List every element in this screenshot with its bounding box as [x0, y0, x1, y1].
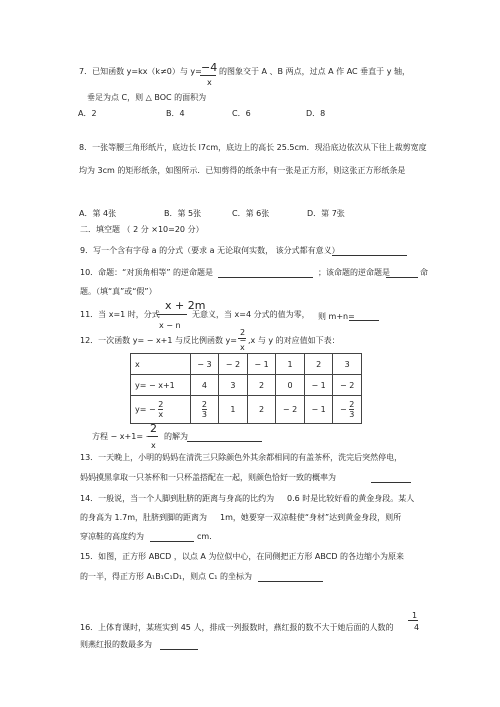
- q9-answer-blank: [332, 255, 407, 256]
- q8-option-c: C．第 6张: [232, 209, 270, 218]
- q11-prefix: 11．当 x=1 时，分式: [80, 310, 160, 319]
- table-cell: 0: [276, 375, 305, 396]
- q16-fraction-bar: [408, 620, 418, 621]
- q7-option-a: A．2: [78, 109, 97, 118]
- q15-line2: 的一半，得正方形 A₁B₁C₁D₁，则点 C₁ 的坐标为: [80, 572, 252, 581]
- q14-line2: 的身高为 1.7m，肚脐到脚的距离为: [80, 513, 208, 522]
- q11-fraction-denominator: x − n: [159, 321, 181, 330]
- fraction-denominator: 3: [201, 410, 207, 419]
- table-cell: 3: [219, 375, 248, 396]
- table-cell: − 2: [276, 396, 305, 424]
- q12-fraction-numerator: 2: [240, 328, 246, 337]
- q12-value-table: [130, 353, 362, 424]
- fraction-numerator: 2: [349, 400, 355, 409]
- q11-suffix: 则 m+n=: [318, 312, 355, 321]
- q16-fraction-numerator: 1: [412, 611, 418, 620]
- table-cell: 2: [304, 354, 333, 375]
- q12-equation-prefix: 方程 − x+1= −: [92, 432, 153, 441]
- q7-line1-continued: 的图象交于 A 、B 两点，过点 A 作 AC 垂直于 y 轴，: [219, 67, 410, 76]
- q10-blank-1: [218, 277, 313, 278]
- table-cell: − 1: [247, 354, 276, 375]
- q14-line3-unit: cm．: [197, 532, 218, 541]
- fraction-denominator: x: [158, 410, 164, 419]
- table-cell: 3: [333, 354, 362, 375]
- q10-line1-continued: ；该命题的逆命题是: [318, 268, 390, 277]
- q10-line2: 题。（填“真”或“假”）: [80, 287, 157, 296]
- fraction-denominator: 3: [349, 410, 355, 419]
- q8-line2: 均为 3cm 的矩形纸条，如图所示．已知剪得的纸条中有一张是正方形，则这张正方形纸条是: [79, 166, 406, 175]
- q14-answer-blank: [150, 541, 194, 542]
- table-cell: [333, 396, 362, 424]
- fraction-numerator: 2: [158, 400, 164, 409]
- q11-answer-blank: [349, 320, 379, 321]
- table-cell: − 1: [304, 375, 333, 396]
- table-cell: − 2: [333, 375, 362, 396]
- q12-fraction-denominator: x: [240, 343, 245, 352]
- q13-line2: 妈妈摸黑拿取一只茶杯和一只杯盖搭配在一起，则颜色恰好一致的概率为: [80, 473, 336, 482]
- q12-prefix: 12．一次函数 y= − x+1 与反比例函数 y= −: [80, 336, 247, 345]
- q14-line1: 14．一般说，当一个人脚到肚脐的距离与身高的比约为: [80, 494, 275, 503]
- table-cell-label: y= −: [135, 405, 156, 414]
- table-row: [131, 375, 362, 396]
- q7-fraction-numerator: −4: [201, 61, 218, 74]
- table-cell: 1: [219, 396, 248, 424]
- q12-equation-denominator: x: [151, 441, 156, 450]
- q15-answer-blank: [258, 581, 323, 582]
- q14-line2-continued: 1m，她要穿一双凉鞋使“身材”达到黄金身段，则所: [220, 513, 402, 522]
- q11-middle: 无意义，当 x=4 分式的值为零，: [192, 310, 310, 319]
- q7-option-d: D．8: [306, 109, 326, 118]
- q12-fraction-bar: [238, 338, 246, 339]
- table-cell: x: [131, 354, 191, 375]
- q7-option-c: C．6: [232, 109, 251, 118]
- table-cell: − 3: [190, 354, 219, 375]
- section-fill-in-title: 二．填空题 （ 2 分 ×10=20 分）: [80, 225, 204, 234]
- table-cell: 4: [190, 375, 219, 396]
- q16-line1: 16．上体育课时，某班实到 45 人，排成一列报数时，燕红报的数不大于她后面的人数的: [80, 623, 394, 632]
- q12-equation-bar: [148, 436, 158, 437]
- q7-line2: 垂足为点 C，则 △ BOC 的面积为: [87, 93, 207, 102]
- q7-option-b: B．4: [166, 109, 185, 118]
- table-cell: [190, 396, 219, 424]
- q12-suffix: ,x 与 y 的对应值如下表：: [248, 336, 340, 345]
- q15-line1: 15．如图，正方形 ABCD ，以点 A 为位似中心，在同侧把正方形 ABCD 的各边缩小为原来: [80, 552, 405, 561]
- q16-answer-blank: [160, 649, 198, 650]
- q8-option-d: D．第 7张: [307, 209, 345, 218]
- q7-fraction-denominator: x: [207, 78, 212, 87]
- q12-equation-suffix: 的解为: [164, 432, 188, 441]
- table-cell-fraction: [158, 400, 163, 419]
- fraction-numerator: 2: [201, 400, 207, 409]
- q10-line1: 10．命题：“对顶角相等” 的逆命题是: [80, 268, 214, 277]
- q11-fraction-bar: [157, 314, 187, 315]
- table-cell-sign: −: [340, 405, 347, 414]
- table-cell: − 2: [219, 354, 248, 375]
- q13-line1: 13．一天晚上，小明的妈妈在清洗三只除颜色外其余都相同的有盖茶杯，洗完后突然停电，: [80, 453, 403, 462]
- q12-equation-numerator: 2: [150, 422, 157, 435]
- q7-fraction-bar: [200, 75, 216, 76]
- table-cell: 1: [276, 354, 305, 375]
- q7-line1: 7．已知函数 y=kx（k≠0）与 y=: [79, 67, 202, 76]
- q8-line1: 8．一张等腰三角形纸片，底边长 l7cm，底边上的高长 25.5cm．现沿底边依次从下往上裁剪宽度: [79, 143, 427, 152]
- q7-answer-blank: [212, 102, 272, 103]
- q9-text: 9．写一个含有字母 a 的分式（要求 a 无论取何实数， 该分式都有意义）: [80, 246, 340, 255]
- q16-fraction-denominator: 4: [414, 623, 420, 632]
- q10-blank-2: [386, 277, 418, 278]
- table-row: [131, 354, 362, 375]
- table-cell: − 1: [304, 396, 333, 424]
- q16-line2: 则燕红报的数最多为: [80, 640, 152, 649]
- table-cell-fraction: [349, 400, 354, 419]
- q10-line1-end: 命: [420, 268, 428, 277]
- q13-answer-blank: [371, 482, 411, 483]
- table-cell: 2: [247, 396, 276, 424]
- q12-answer-blank: [187, 441, 262, 442]
- table-cell: [131, 396, 191, 424]
- q8-option-b: B．第 5张: [164, 209, 202, 218]
- q8-option-a: A．第 4张: [79, 209, 117, 218]
- q11-fraction-numerator: x + 2m: [165, 299, 206, 312]
- table-cell: 2: [247, 375, 276, 396]
- q14-line1-continued: 0.6 时是比较好看的黄金身段。某人: [287, 494, 415, 503]
- table-cell-fraction: [202, 400, 207, 419]
- q14-line3: 穿凉鞋的高度约为: [80, 532, 144, 541]
- table-cell: y= − x+1: [131, 375, 191, 396]
- table-row: [131, 396, 362, 424]
